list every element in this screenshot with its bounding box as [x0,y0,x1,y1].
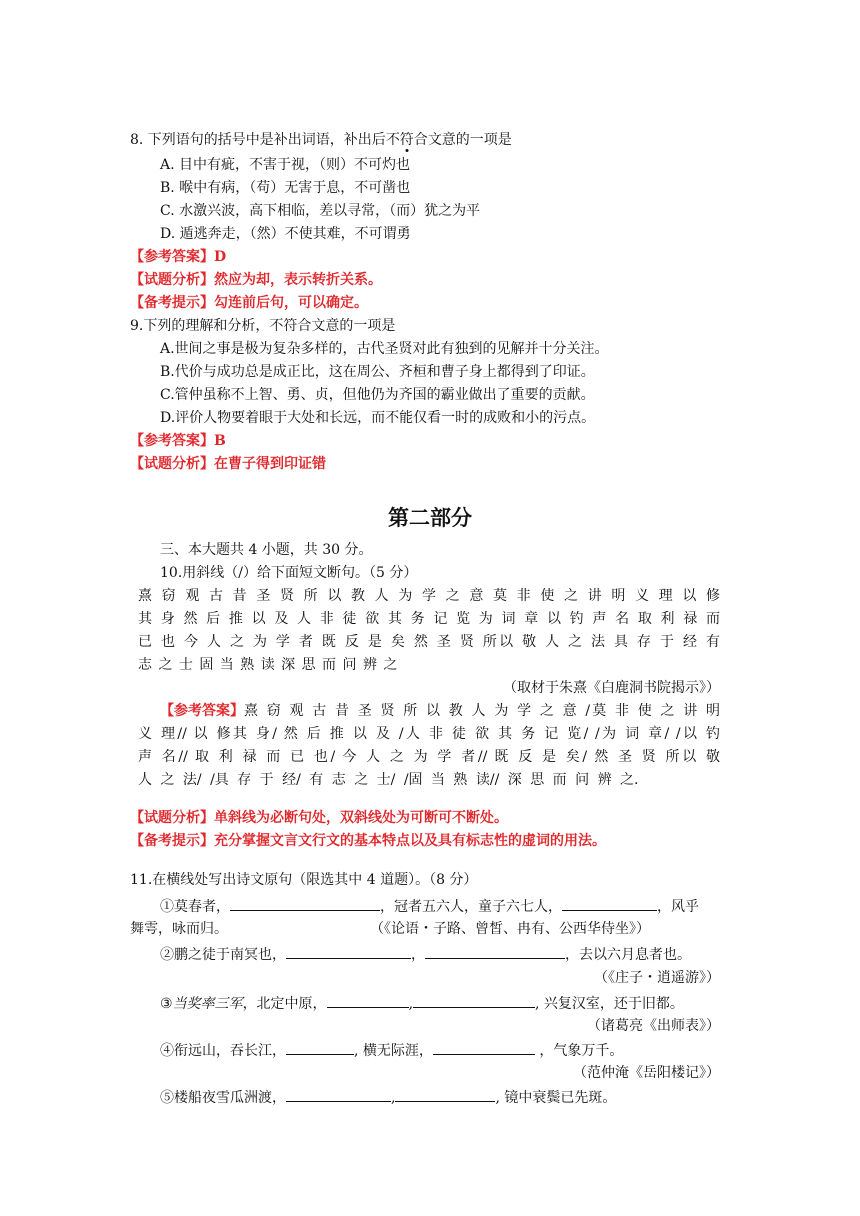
q11-item-1 [160,896,699,917]
q8-stem [130,130,512,150]
section-title: 第二部分 [388,506,472,530]
q11-item-4-text: ④衔远山，吞长江， [160,1043,286,1059]
q8-tip: 【备考提示】勾连前后句，可以确定。 [130,295,368,311]
q8-option-d: D. 遁逃奔走，（然）不使其难，不可谓勇 [160,226,411,242]
q11-item-4-source: （范仲淹《岳阳楼记》） [573,1065,720,1081]
q10-passage-line: 其 身 然 后 推 以 及 人 非 徒 欲 其 务 记 览 为 词 章 以 钓 声 名 取 利 禄 而 [138,611,720,627]
section-intro: 三、本大题共 4 小题，共 30 分。 [160,542,373,558]
q10-passage-line: 已 也 今 人 之 为 学 者 既 反 是 矣 然 圣 贤 所以 敬 人 之 法 具 存 于 经 有 [138,634,720,650]
q11-item-3-italic: 当奖率三军 [172,996,243,1012]
q11-item-4 [160,1040,623,1061]
q10-source: （取材于朱熹《白鹿洞书院揭示》） [503,680,720,696]
q10-answer-text: 熹 窃 观 古 昔 圣 贤 所 以 教 人 为 学 之 意 /莫 非 使 之 讲 明 [244,703,720,719]
q11-item-4-text: ，气象万千。 [534,1043,624,1059]
answer-blank[interactable] [425,944,565,959]
q11-item-2 [160,944,691,965]
answer-blank[interactable] [286,944,411,959]
q10-answer-line-1 [160,701,720,721]
answer-blank[interactable] [395,1087,495,1102]
q11-item-3-text: , [408,996,414,1012]
q10-passage-line: 志 之 士 固 当 熟 读 深 思 而 问 辨 之 [138,657,398,673]
q11-item-5-text: , [391,1090,396,1106]
answer-blank[interactable] [413,993,535,1008]
q11-item-3-text: ③ [160,996,173,1012]
q11-item-5 [160,1087,616,1108]
q11-item-2-source: （《庄子・逍遥游》） [594,970,720,986]
q9-option-c: C.管仲虽称不上智、勇、贞，但他仍为齐国的霸业做出了重要的贡献。 [160,387,595,403]
q8-stem-tail: 文意的一项是 [427,132,512,148]
q11-item-3 [160,993,684,1014]
q10-analysis: 【试题分析】单斜线为必断句处，双斜线处为可断可不断处。 [130,810,508,826]
q11-item-5-text: , 镜中衰鬓已先斑。 [495,1090,617,1106]
answer-blank[interactable] [327,993,409,1008]
q11-item-3-text: ，北定中原， [242,996,327,1012]
q8-answer: 【参考答案】D [130,249,227,265]
q8-stem-text: 8. 下列语句的括号中是补出词语，补出后 [130,132,386,148]
q8-option-c: C. 水激兴波，高下相临，差以寻常，（而）犹之为平 [160,203,481,219]
q9-option-b: B.代价与成功总是成正比，这在周公、齐桓和曹子身上都得到了印证。 [160,364,595,380]
q10-answer-line: 人 之 法/ /具 存 于 经/ 有 志 之 士/ /固 当 熟 读// 深 思 而 问 辨 之. [138,772,639,788]
answer-blank[interactable] [433,1040,535,1055]
answer-blank[interactable] [230,896,380,911]
q8-analysis: 【试题分析】然应为却，表示转折关系。 [130,272,382,288]
answer-blank[interactable] [562,896,657,911]
q8-option-b: B. 喉中有病，（苟）无害于息，不可凿也 [160,180,411,196]
q9-stem: 9.下列的理解和分析，不符合文意的一项是 [130,318,396,334]
q11-item-1-source: （《论语・子路、曾皙、冉有、公西华侍坐》） [370,921,650,937]
q8-emphasis-text: 不符合 [385,132,428,148]
q9-answer: 【参考答案】B [130,433,226,449]
q8-option-a: A. 目中有疵，不害于视，（则）不可灼也 [160,157,411,173]
q11-item-2-text: ②鹏之徒于南冥也， [160,947,286,963]
q10-answer-label: 【参考答案】 [160,703,244,719]
q10-tip: 【备考提示】充分掌握文言文行文的基本特点以及具有标志性的虚词的用法。 [130,833,606,849]
q8-emphasis-chars [386,132,428,148]
q9-option-d: D.评价人物要着眼于大处和长远，而不能仅看一时的成败和小的污点。 [160,410,596,426]
q11-item-1-text: ①莫春者， [160,899,230,915]
q10-passage-line: 熹 窃 观 古 昔 圣 贤 所 以 教 人 为 学 之 意 莫 非 使 之 讲 明 义 理 以 修 [138,588,720,604]
q9-analysis: 【试题分析】在曹子得到印证错 [130,456,326,472]
answer-blank[interactable] [286,1087,391,1102]
q11-item-2-text: ， [411,947,425,963]
q9-option-a: A.世间之事是极为复杂多样的，古代圣贤对此有独到的见解并十分关注。 [160,341,609,357]
q11-item-4-text: , 横无际涯， [354,1043,433,1059]
q11-item-1-text: ，风乎 [657,899,699,915]
q11-stem: 11.在横线处写出诗文原句（限选其中 4 道题）。（8 分） [130,872,478,888]
q10-stem: 10.用斜线（/）给下面短文断句。（5 分） [160,565,418,581]
q11-item-1-cont: 舞雩，咏而归。 [130,921,228,937]
q11-item-2-text: ，去以六月息者也。 [565,947,691,963]
answer-blank[interactable] [286,1040,354,1055]
q11-item-5-text: ⑤楼船夜雪瓜洲渡， [160,1090,286,1106]
q10-answer-line: 义 理// 以 修其 身/ 然 后 推 以 及 /人 非 徒 欲 其 务 记 览/ /为 词 章/ /以 钓 [138,726,720,742]
q11-item-3-text: , 兴复汉室，还于旧都。 [535,996,684,1012]
q11-item-3-source: （诸葛亮《出师表》） [587,1018,720,1034]
q10-answer-line: 声 名// 取 利 禄 而 已 也/ 今 人 之 为 学 者// 既 反 是 矣/ 然 圣 贤 所以 敬 [138,749,720,765]
q11-item-1-text: ，冠者五六人，童子六七人， [380,899,562,915]
